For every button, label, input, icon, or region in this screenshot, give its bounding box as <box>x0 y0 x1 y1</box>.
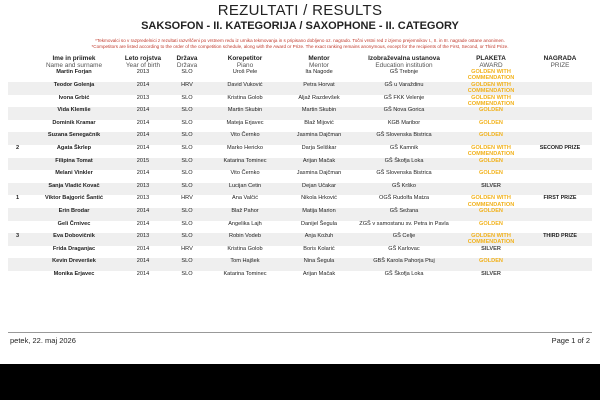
mentor-name: Anja Kožuh <box>284 233 354 246</box>
mentor-name: Ita Nagode <box>305 69 333 75</box>
country-code: SLO <box>181 94 193 101</box>
mentor-name: Danijel Šegula <box>300 220 338 227</box>
mentor-name: Arijan Mačak <box>284 158 354 171</box>
country-code: SLO <box>181 144 193 151</box>
piano-accompanist: Martin Skubin <box>206 107 284 120</box>
table-row <box>8 233 592 246</box>
competitor-name: Teodor Golenja <box>30 82 118 95</box>
education-institution: GŠ Nova Gorica <box>354 107 454 120</box>
piano-accompanist: Angelika Lajh <box>228 220 262 227</box>
piano-accompanist: Tom Hajšek <box>206 258 284 271</box>
country-code: HRV <box>168 82 206 95</box>
competitor-name: Ivona Grbić <box>58 94 90 101</box>
piano-accompanist: Marko Hericko <box>226 144 264 151</box>
award-badge: GOLDEN <box>454 158 528 171</box>
place-header <box>8 55 30 69</box>
award-badge: GOLDEN <box>479 220 503 227</box>
award-badge: GOLDEN <box>454 208 528 221</box>
education-institution: GŠ FKK Velenje <box>383 94 425 101</box>
country-code: SLO <box>181 69 193 75</box>
education-institution: GŠ Sežana <box>354 208 454 221</box>
mentor-name: Darja Seliškar <box>301 144 337 151</box>
footer-date: petek, 22. maj 2026 <box>10 336 76 345</box>
country-code: HRV <box>181 245 193 252</box>
education-institution: GŠ Karlovac <box>388 245 420 252</box>
competitor-name: Martin Forjan <box>56 69 92 75</box>
piano-accompanist: Ana Valčić <box>231 195 258 202</box>
table-row <box>8 221 592 234</box>
birth-year: 2014 <box>136 270 150 277</box>
prize-label <box>528 246 592 259</box>
competitor-name: Dominik Kramar <box>52 119 96 126</box>
competitor-name: Monika Erjavec <box>53 270 95 277</box>
place-cell <box>8 82 30 95</box>
birth-year: 2014 <box>118 107 168 120</box>
award-badge: GOLDEN WITH COMMENDATION <box>454 233 528 246</box>
country-code: SLO <box>168 183 206 196</box>
piano-accompanist: Lucijan Cetin <box>206 183 284 196</box>
place-cell <box>8 69 30 82</box>
birth-year: 2013 <box>136 94 150 101</box>
prize-label <box>528 132 592 145</box>
column-header-award: PLAKETA AWARD <box>476 55 506 69</box>
award-badge: SILVER <box>481 270 501 277</box>
competitor-name: Melani Vinkler <box>55 170 93 177</box>
prize-label <box>528 271 592 284</box>
table-row <box>8 258 592 271</box>
column-header-name: Ime in priimek Name and surname <box>45 55 103 69</box>
country-code: SLO <box>168 208 206 221</box>
place-cell <box>8 170 30 183</box>
place-cell <box>8 132 30 145</box>
country-code: SLO <box>168 233 206 246</box>
competitor-name: Kevin Dreveršek <box>30 258 118 271</box>
prize-label <box>528 120 592 133</box>
piano-accompanist: David Vuković <box>206 82 284 95</box>
table-row <box>8 195 592 208</box>
category-title: SAKSOFON - II. KATEGORIJA / SAXOPHONE - II. CATEGORY <box>141 20 459 32</box>
birth-year: 2015 <box>118 158 168 171</box>
education-institution: GŠ Krško <box>354 183 454 196</box>
column-header-institution: Izobraževalna ustanova Education institution <box>368 55 440 69</box>
table-row <box>8 120 592 133</box>
country-code: SLO <box>168 258 206 271</box>
page-indicator: Page 1 of 2 <box>551 336 590 345</box>
mentor-name: Nikola Hrković <box>301 195 337 202</box>
mentor-name: Nina Šegula <box>284 258 354 271</box>
piano-accompanist: Katarina Tominec <box>223 270 267 277</box>
column-header-year: Leto rojstva Year of birth <box>124 55 162 69</box>
education-institution: GŠ Kamnik <box>389 144 419 151</box>
education-institution: GBŠ Karola Pahorja Ptuj <box>354 258 454 271</box>
table-header <box>8 55 592 69</box>
piano-accompanist: Kristina Golob <box>227 245 263 252</box>
table-row <box>8 271 592 284</box>
competitor-name: Suzana Senegačnik <box>30 132 118 145</box>
mentor-name: Aljaž Razdevšek <box>298 94 340 101</box>
country-code: SLO <box>181 119 193 126</box>
birth-year: 2014 <box>136 170 150 177</box>
piano-accompanist: Vito Černko <box>206 132 284 145</box>
birth-year: 2014 <box>118 258 168 271</box>
place-cell <box>8 221 30 234</box>
award-badge: GOLDEN WITH COMMENDATION <box>467 144 515 158</box>
award-badge: GOLDEN <box>479 170 503 177</box>
education-institution: GŠ u Varaždinu <box>354 82 454 95</box>
prize-label <box>528 95 592 108</box>
competitor-name: Sanja Vladić Kovač <box>30 183 118 196</box>
prize-label <box>528 82 592 95</box>
piano-accompanist: Vito Černko <box>230 170 260 177</box>
award-badge: GOLDEN WITH COMMENDATION <box>467 94 515 108</box>
table-row <box>8 69 592 82</box>
place-cell <box>8 158 30 171</box>
competitor-name: Eva Dobovičnik <box>30 233 118 246</box>
prize-label <box>528 258 592 271</box>
place-cell <box>8 271 30 284</box>
table-row <box>8 183 592 196</box>
prize-label <box>528 69 592 82</box>
piano-accompanist: Katarina Tominec <box>206 158 284 171</box>
country-code: SLO <box>181 170 193 177</box>
results-body <box>8 69 592 283</box>
mentor-name: Jasmina Dajčman <box>296 170 342 177</box>
place-cell: 2 <box>16 144 20 151</box>
prize-label <box>528 158 592 171</box>
award-badge: GOLDEN WITH COMMENDATION <box>454 82 528 95</box>
place-cell <box>8 183 30 196</box>
education-institution: ZGŠ v samostanu sv. Petra in Pavla <box>359 220 449 227</box>
award-badge: SILVER <box>454 183 528 196</box>
place-cell <box>8 246 30 259</box>
piano-accompanist: Kristina Golob <box>227 94 263 101</box>
birth-year: 2014 <box>118 132 168 145</box>
column-header-mentor: Mentor Mentor <box>308 55 330 69</box>
column-header-country: Država Država <box>176 55 198 69</box>
table-row <box>8 107 592 120</box>
award-badge: GOLDEN WITH COMMENDATION <box>467 195 515 208</box>
place-cell <box>8 107 30 120</box>
education-institution: GŠ Trebnje <box>389 69 419 75</box>
award-badge: GOLDEN <box>479 119 503 126</box>
mentor-name: Petra Horvat <box>284 82 354 95</box>
country-code: SLO <box>168 158 206 171</box>
prize-label <box>528 221 592 234</box>
mentor-name: Boris Kolarić <box>303 245 335 252</box>
country-code: SLO <box>168 107 206 120</box>
note-slovenian: *Tekmovalci so v razpredelnici z rezultati razvrščeni po vrstnem redu iz urnika tekmovanja in s pripisano dobljeno oz. nagrado. Točni vrstni red z izjemo prejemnikov I., II. in III. nagrade ostane anonimen. <box>95 38 505 43</box>
education-institution: KGB Maribor <box>387 119 421 126</box>
place-cell <box>8 208 30 221</box>
table-row <box>8 246 592 259</box>
prize-label: THIRD PRIZE <box>528 233 592 246</box>
education-institution: GŠ Škofja Loka <box>354 158 454 171</box>
mentor-name: Jasmina Dajčman <box>284 132 354 145</box>
mentor-name: Matija Marion <box>284 208 354 221</box>
prize-label <box>528 183 592 196</box>
place-cell: 1 <box>16 195 20 202</box>
competitor-name: Frida Draganjac <box>52 245 96 252</box>
award-badge: GOLDEN <box>454 258 528 271</box>
footer-divider <box>8 332 592 333</box>
piano-accompanist: Uroš Pele <box>232 69 258 75</box>
country-code: SLO <box>168 132 206 145</box>
prize-label: FIRST PRIZE <box>543 195 577 202</box>
table-row <box>8 145 592 158</box>
education-institution: GŠ Slovenska Bistrica <box>376 170 432 177</box>
page-title: REZULTATI / RESULTS <box>217 2 383 19</box>
country-code: SLO <box>181 220 193 227</box>
birth-year: 2014 <box>136 119 150 126</box>
award-badge: SILVER <box>481 245 501 252</box>
birth-year: 2014 <box>136 144 150 151</box>
piano-accompanist: Blaž Pahor <box>206 208 284 221</box>
mentor-name: Dejan Učakar <box>284 183 354 196</box>
birth-year: 2013 <box>136 195 150 202</box>
place-cell <box>8 120 30 133</box>
birth-year: 2014 <box>118 208 168 221</box>
bottom-black-bar <box>0 364 600 400</box>
country-code: HRV <box>181 195 193 202</box>
education-institution: OGŠ Rudolfa Matza <box>378 195 430 202</box>
table-row <box>8 132 592 145</box>
competition-notes <box>0 38 600 50</box>
mentor-name: Arijan Mačak <box>302 270 336 277</box>
piano-accompanist: Robin Vodeb <box>206 233 284 246</box>
table-row <box>8 170 592 183</box>
column-header-prize: NAGRADA PRIZE <box>543 55 577 69</box>
birth-year: 2013 <box>118 233 168 246</box>
table-row <box>8 95 592 108</box>
award-badge: GOLDEN <box>454 132 528 145</box>
table-row <box>8 208 592 221</box>
competitor-name: Geli Črnivec <box>57 220 91 227</box>
place-cell <box>8 258 30 271</box>
competitor-name: Agata Škrlep <box>56 144 92 151</box>
competitor-name: Viktor Bajgorić Šantić <box>44 195 104 202</box>
birth-year: 2013 <box>118 183 168 196</box>
education-institution: GŠ Celje <box>354 233 454 246</box>
competitor-name: Filipina Tomat <box>30 158 118 171</box>
mentor-name: Martin Skubin <box>284 107 354 120</box>
birth-year: 2014 <box>118 82 168 95</box>
piano-accompanist: Mateja Erjavec <box>226 119 264 126</box>
note-english: *Competitors are listed according to the order of the competition schedule, along with the Award or Prize. The exact ranking remains anonymous, except for the recipients of the First, Second, or Third Prize. <box>91 44 509 49</box>
table-row <box>8 158 592 171</box>
results-table <box>8 55 592 283</box>
country-code: SLO <box>181 270 193 277</box>
education-institution: GŠ Slovenska Bistrica <box>354 132 454 145</box>
birth-year: 2013 <box>136 69 150 75</box>
award-badge: GOLDEN <box>454 107 528 120</box>
birth-year: 2014 <box>136 245 150 252</box>
place-cell <box>8 95 30 108</box>
table-row <box>8 82 592 95</box>
column-header-piano: Korepetitor Piano <box>227 55 263 69</box>
prize-label <box>528 208 592 221</box>
prize-label <box>528 170 592 183</box>
birth-year: 2014 <box>136 220 150 227</box>
competitor-name: Vida Klemše <box>30 107 118 120</box>
award-badge: GOLDEN WITH COMMENDATION <box>467 69 515 82</box>
prize-label: SECOND PRIZE <box>539 144 581 151</box>
place-cell: 3 <box>8 233 30 246</box>
mentor-name: Blaž Mijović <box>304 119 334 126</box>
competitor-name: Erin Brodar <box>30 208 118 221</box>
education-institution: GŠ Škofja Loka <box>384 270 424 277</box>
prize-label <box>528 107 592 120</box>
